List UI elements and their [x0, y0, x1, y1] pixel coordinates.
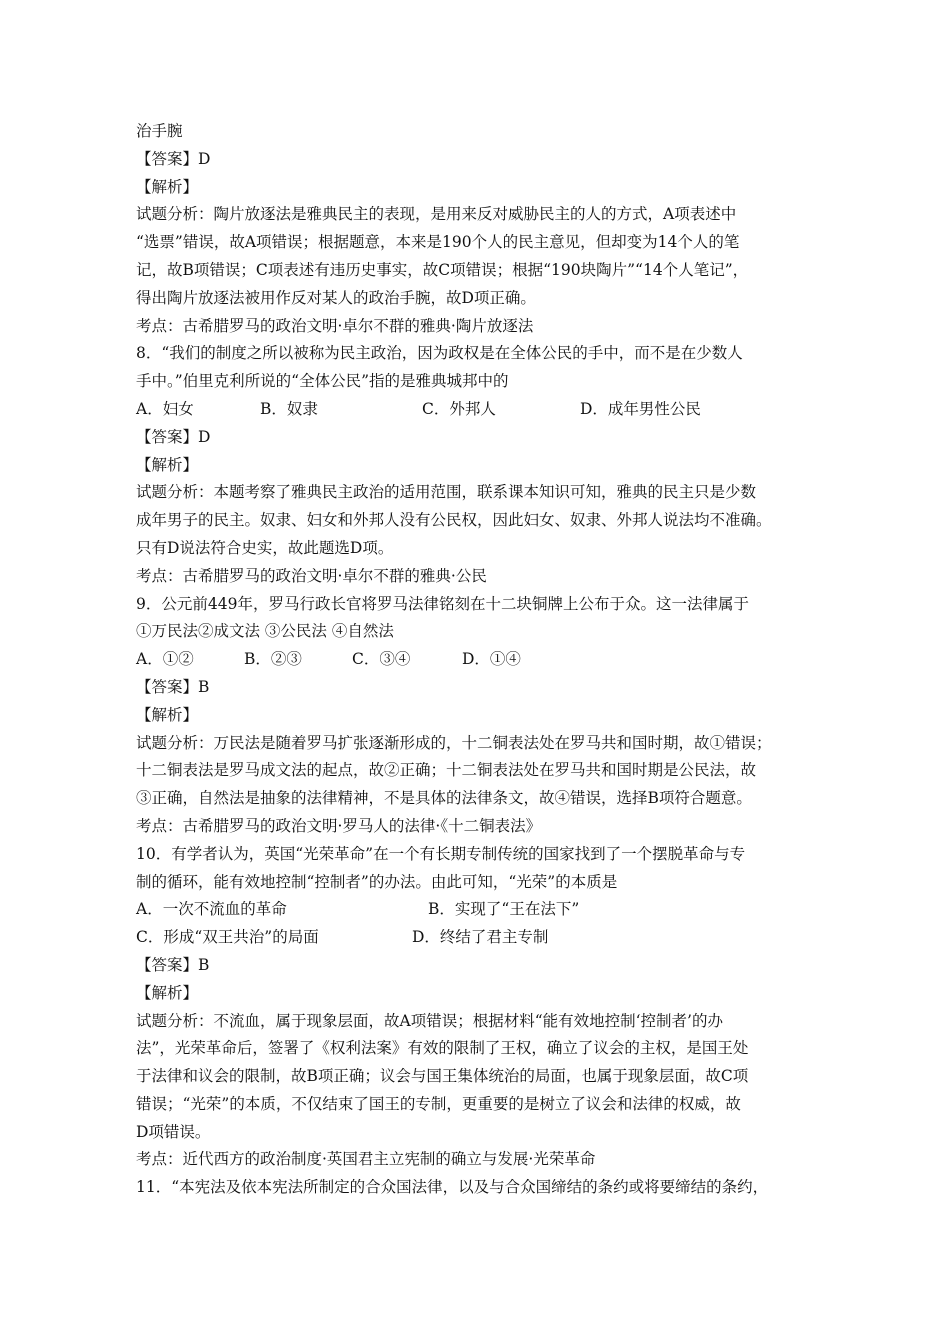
analysis-line: 试题分析：陶片放逐法是雅典民主的表现，是用来反对威胁民主的人的方式，A项表述中: [136, 205, 737, 224]
option-c: C．形成“双王共治”的局面: [136, 928, 319, 947]
answer-label: 【答案】D: [136, 149, 211, 168]
options-row: [136, 896, 826, 924]
analysis-line: ③正确，自然法是抽象的法律精神，不是具体的法律条文，故④错误，选择B项符合题意。: [136, 789, 752, 808]
answer-label: 【答案】B: [136, 955, 210, 974]
analysis-line: 得出陶片放逐法被用作反对某人的政治手腕，故D项正确。: [136, 288, 536, 307]
option-c: C．③④: [352, 650, 411, 669]
text-line: 治手腕: [136, 122, 183, 140]
question-stem: 11．“本宪法及依本宪法所制定的合众国法律，以及与合众国缔结的条约或将要缔结的条约，: [136, 1178, 769, 1197]
analysis-line: 试题分析：本题考察了雅典民主政治的适用范围，联系课本知识可知，雅典的民主只是少数: [136, 483, 757, 502]
analysis-line: 十二铜表法是罗马成文法的起点，故②正确；十二铜表法处在罗马共和国时期是公民法，故: [136, 761, 757, 780]
analysis-line: 记，故B项错误；C项表述有违历史事实，故C项错误；根据“190块陶片”“14个人笔记”，: [136, 260, 749, 279]
question-stem: 10．有学者认为，英国“光荣革命”在一个有长期专制传统的国家找到了一个摆脱革命与专: [136, 844, 746, 863]
option-d: D．成年男性公民: [580, 399, 701, 418]
question-stem: 制的循环，能有效地控制“控制者”的办法。由此可知，“光荣”的本质是: [136, 872, 618, 891]
analysis-label: 【解析】: [136, 705, 199, 724]
question-stem: 8．“我们的制度之所以被称为民主政治，因为政权是在全体公民的手中，而不是在少数人: [136, 344, 743, 363]
options-row: [136, 396, 826, 424]
knowledge-point: 考点：古希腊罗马的政治文明·罗马人的法律·《十二铜表法》: [136, 816, 542, 835]
options-row: [136, 924, 826, 952]
option-c: C．外邦人: [422, 399, 496, 418]
analysis-line: 错误；“光荣”的本质，不仅结束了国王的专制，更重要的是树立了议会和法律的权威，故: [136, 1094, 741, 1113]
option-b: B．奴隶: [260, 399, 318, 418]
analysis-line: 于法律和议会的限制，故B项正确；议会与国王集体统治的局面，也属于现象层面，故C项: [136, 1067, 749, 1086]
options-row: [136, 646, 826, 674]
knowledge-point: 考点：古希腊罗马的政治文明·卓尔不群的雅典·陶片放逐法: [136, 316, 534, 335]
answer-label: 【答案】D: [136, 427, 211, 446]
analysis-line: 试题分析：不流血，属于现象层面，故A项错误；根据材料“能有效地控制‘控制者’的办: [136, 1011, 723, 1030]
option-d: D．终结了君主专制: [412, 928, 549, 947]
analysis-label: 【解析】: [136, 455, 199, 474]
option-a: A．妇女: [136, 399, 194, 418]
question-stem: 9．公元前449年，罗马行政长官将罗马法律铭刻在十二块铜牌上公布于众。这一法律属于: [136, 594, 749, 613]
analysis-line: D项错误。: [136, 1122, 211, 1141]
option-a: A．一次不流血的革命: [136, 900, 287, 919]
option-b: B．②③: [244, 650, 302, 669]
document-page: [136, 118, 826, 1202]
analysis-label: 【解析】: [136, 177, 199, 196]
knowledge-point: 考点：近代西方的政治制度·英国君主立宪制的确立与发展·光荣革命: [136, 1150, 596, 1169]
question-stem: ①万民法②成文法 ③公民法 ④自然法: [136, 622, 394, 641]
analysis-line: 只有D说法符合史实，故此题选D项。: [136, 538, 394, 557]
analysis-line: 成年男子的民主。奴隶、妇女和外邦人没有公民权，因此妇女、奴隶、外邦人说法均不准确。: [136, 511, 772, 530]
option-d: D．①④: [462, 650, 521, 669]
answer-label: 【答案】B: [136, 677, 210, 696]
question-stem: 手中。”伯里克利所说的“全体公民”指的是雅典城邦中的: [136, 372, 509, 391]
option-a: A．①②: [136, 650, 194, 669]
analysis-line: “选票”错误，故A项错误；根据题意，本来是190个人的民主意见，但却变为14个人的笔: [136, 233, 740, 252]
analysis-label: 【解析】: [136, 983, 199, 1002]
analysis-line: 法”，光荣革命后，签署了《权利法案》有效的限制了王权，确立了议会的主权，是国王处: [136, 1039, 749, 1058]
knowledge-point: 考点：古希腊罗马的政治文明·卓尔不群的雅典·公民: [136, 566, 487, 585]
option-b: B．实现了“王在法下”: [428, 900, 580, 919]
analysis-line: 试题分析：万民法是随着罗马扩张逐渐形成的，十二铜表法处在罗马共和国时期，故①错误；: [136, 733, 772, 752]
